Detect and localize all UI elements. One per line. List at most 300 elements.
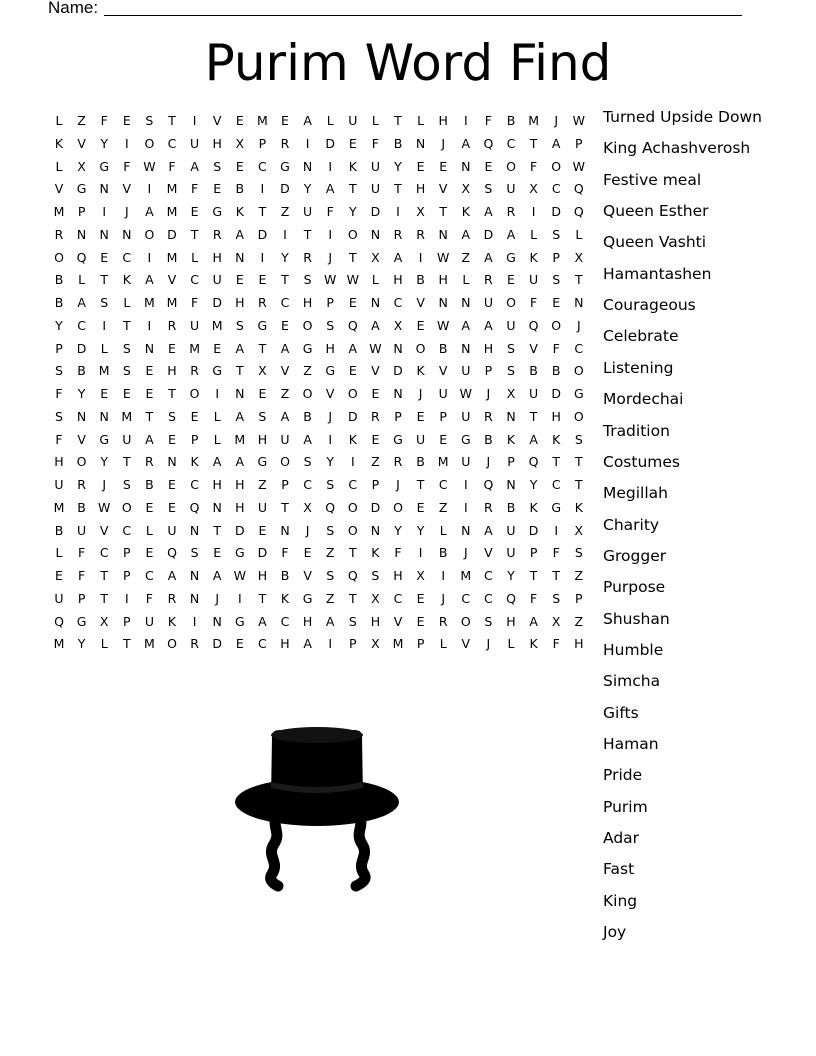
- grid-cell[interactable]: Y: [281, 249, 289, 265]
- grid-cell[interactable]: T: [122, 636, 131, 652]
- grid-cell[interactable]: C: [393, 295, 403, 310]
- grid-cell[interactable]: S: [348, 613, 357, 629]
- grid-cell[interactable]: D: [76, 340, 87, 356]
- grid-cell[interactable]: B: [54, 522, 64, 538]
- grid-cell[interactable]: G: [325, 363, 336, 379]
- grid-cell[interactable]: N: [370, 295, 381, 310]
- grid-cell[interactable]: Y: [100, 135, 108, 151]
- grid-cell[interactable]: I: [554, 522, 559, 538]
- grid-cell[interactable]: I: [102, 204, 107, 219]
- grid-cell[interactable]: O: [144, 135, 155, 151]
- grid-cell[interactable]: P: [190, 431, 199, 447]
- grid-cell[interactable]: N: [99, 226, 109, 242]
- grid-cell[interactable]: K: [371, 545, 380, 561]
- grid-cell[interactable]: G: [460, 431, 471, 447]
- grid-cell[interactable]: K: [54, 135, 64, 151]
- grid-cell[interactable]: I: [147, 317, 152, 333]
- grid-cell[interactable]: E: [100, 249, 109, 265]
- grid-cell[interactable]: K: [190, 454, 199, 470]
- grid-cell[interactable]: E: [348, 363, 357, 379]
- grid-cell[interactable]: K: [416, 363, 425, 379]
- grid-cell[interactable]: G: [257, 317, 268, 333]
- grid-cell[interactable]: X: [574, 249, 584, 265]
- grid-cell[interactable]: M: [211, 317, 223, 333]
- grid-cell[interactable]: I: [192, 613, 197, 629]
- grid-cell[interactable]: B: [77, 499, 86, 515]
- grid-cell[interactable]: A: [506, 226, 516, 242]
- grid-cell[interactable]: I: [260, 249, 265, 265]
- grid-cell[interactable]: F: [55, 431, 63, 447]
- grid-cell[interactable]: T: [281, 499, 289, 515]
- grid-cell[interactable]: J: [486, 386, 491, 401]
- grid-cell[interactable]: J: [576, 317, 581, 333]
- grid-cell[interactable]: M: [143, 636, 155, 652]
- grid-cell[interactable]: E: [145, 386, 154, 401]
- grid-cell[interactable]: F: [394, 545, 402, 561]
- grid-cell[interactable]: E: [190, 204, 199, 219]
- grid-cell[interactable]: N: [144, 340, 155, 356]
- grid-cell[interactable]: T: [348, 249, 357, 265]
- grid-cell[interactable]: S: [552, 272, 561, 288]
- grid-cell[interactable]: Z: [303, 363, 312, 379]
- grid-cell[interactable]: A: [325, 181, 335, 197]
- grid-cell[interactable]: L: [462, 272, 470, 288]
- grid-cell[interactable]: T: [574, 477, 583, 492]
- grid-cell[interactable]: S: [55, 363, 63, 379]
- grid-cell[interactable]: F: [190, 295, 199, 310]
- grid-cell[interactable]: L: [575, 226, 583, 242]
- grid-cell[interactable]: O: [189, 386, 200, 401]
- grid-cell[interactable]: Z: [438, 499, 448, 515]
- grid-cell[interactable]: X: [506, 386, 516, 401]
- grid-cell[interactable]: N: [235, 249, 245, 265]
- grid-cell[interactable]: A: [461, 135, 471, 151]
- grid-cell[interactable]: E: [213, 545, 222, 561]
- grid-cell[interactable]: O: [393, 499, 403, 515]
- grid-cell[interactable]: E: [168, 477, 176, 492]
- grid-cell[interactable]: G: [573, 386, 584, 401]
- grid-cell[interactable]: G: [99, 431, 110, 447]
- grid-cell[interactable]: V: [167, 272, 177, 288]
- grid-cell[interactable]: N: [461, 522, 471, 538]
- grid-cell[interactable]: G: [234, 545, 245, 561]
- grid-cell[interactable]: S: [326, 568, 335, 583]
- grid-cell[interactable]: O: [121, 499, 132, 515]
- grid-cell[interactable]: T: [168, 386, 176, 401]
- grid-cell[interactable]: H: [302, 613, 313, 629]
- grid-cell[interactable]: A: [393, 249, 403, 265]
- grid-cell[interactable]: O: [302, 386, 313, 401]
- grid-cell[interactable]: B: [438, 340, 448, 356]
- grid-cell[interactable]: C: [438, 477, 448, 492]
- grid-cell[interactable]: T: [552, 568, 560, 583]
- grid-cell[interactable]: P: [439, 408, 447, 424]
- grid-cell[interactable]: V: [303, 568, 312, 583]
- grid-cell[interactable]: R: [393, 226, 403, 242]
- grid-cell[interactable]: W: [324, 272, 337, 288]
- grid-cell[interactable]: D: [551, 386, 561, 401]
- grid-cell[interactable]: A: [303, 636, 312, 652]
- grid-cell[interactable]: F: [552, 340, 560, 356]
- grid-cell[interactable]: L: [371, 272, 379, 288]
- grid-cell[interactable]: Q: [54, 613, 64, 629]
- grid-cell[interactable]: U: [370, 181, 380, 197]
- grid-cell[interactable]: Z: [325, 545, 335, 561]
- grid-cell[interactable]: Z: [371, 454, 380, 470]
- grid-cell[interactable]: O: [347, 499, 358, 515]
- grid-cell[interactable]: M: [53, 499, 65, 515]
- grid-cell[interactable]: D: [212, 636, 222, 652]
- grid-cell[interactable]: A: [461, 317, 471, 333]
- grid-cell[interactable]: Z: [574, 613, 584, 629]
- grid-cell[interactable]: R: [506, 204, 516, 219]
- grid-cell[interactable]: Z: [325, 590, 335, 606]
- grid-cell[interactable]: F: [190, 181, 199, 197]
- grid-cell[interactable]: X: [371, 590, 380, 606]
- grid-cell[interactable]: M: [143, 295, 155, 310]
- grid-cell[interactable]: K: [348, 158, 357, 174]
- grid-cell[interactable]: H: [506, 613, 516, 629]
- grid-cell[interactable]: T: [258, 204, 267, 219]
- grid-cell[interactable]: L: [326, 113, 334, 128]
- grid-cell[interactable]: V: [280, 363, 290, 379]
- grid-cell[interactable]: S: [100, 295, 109, 310]
- grid-cell[interactable]: A: [235, 226, 245, 242]
- grid-cell[interactable]: M: [166, 204, 178, 219]
- grid-cell[interactable]: B: [77, 363, 86, 379]
- grid-cell[interactable]: E: [348, 295, 357, 310]
- grid-cell[interactable]: D: [167, 226, 177, 242]
- grid-cell[interactable]: Q: [189, 499, 200, 515]
- grid-cell[interactable]: R: [484, 499, 493, 515]
- grid-cell[interactable]: W: [437, 249, 450, 265]
- name-blank-line[interactable]: [104, 15, 742, 16]
- grid-cell[interactable]: E: [416, 590, 425, 606]
- grid-cell[interactable]: T: [281, 272, 289, 288]
- grid-cell[interactable]: C: [574, 340, 584, 356]
- grid-cell[interactable]: N: [76, 408, 87, 424]
- grid-cell[interactable]: F: [168, 158, 176, 174]
- grid-cell[interactable]: R: [190, 636, 199, 652]
- grid-cell[interactable]: V: [77, 431, 86, 447]
- grid-cell[interactable]: N: [393, 340, 403, 356]
- grid-cell[interactable]: J: [328, 408, 333, 424]
- grid-cell[interactable]: K: [574, 499, 583, 515]
- grid-cell[interactable]: V: [484, 545, 493, 561]
- grid-cell[interactable]: H: [54, 454, 64, 470]
- grid-cell[interactable]: M: [166, 181, 178, 197]
- grid-cell[interactable]: Q: [528, 454, 539, 470]
- grid-cell[interactable]: A: [77, 295, 86, 310]
- grid-cell[interactable]: J: [328, 249, 333, 265]
- grid-cell[interactable]: Q: [506, 590, 516, 606]
- grid-cell[interactable]: X: [303, 499, 312, 515]
- grid-cell[interactable]: F: [371, 135, 379, 151]
- grid-cell[interactable]: H: [438, 113, 448, 128]
- grid-cell[interactable]: R: [438, 613, 448, 629]
- grid-cell[interactable]: E: [213, 181, 222, 197]
- grid-cell[interactable]: S: [484, 181, 493, 197]
- grid-cell[interactable]: L: [371, 113, 379, 128]
- grid-cell[interactable]: U: [54, 590, 64, 606]
- grid-cell[interactable]: P: [529, 545, 538, 561]
- grid-cell[interactable]: W: [233, 568, 246, 583]
- grid-cell[interactable]: S: [145, 113, 154, 128]
- grid-cell[interactable]: U: [144, 613, 154, 629]
- grid-cell[interactable]: C: [280, 295, 290, 310]
- grid-cell[interactable]: E: [258, 272, 267, 288]
- grid-cell[interactable]: N: [212, 499, 222, 515]
- grid-cell[interactable]: D: [347, 408, 358, 424]
- grid-cell[interactable]: C: [77, 317, 86, 333]
- grid-cell[interactable]: T: [100, 272, 108, 288]
- grid-cell[interactable]: E: [122, 386, 131, 401]
- grid-cell[interactable]: J: [215, 590, 220, 606]
- grid-cell[interactable]: V: [122, 181, 132, 197]
- grid-cell[interactable]: R: [416, 226, 425, 242]
- grid-cell[interactable]: F: [77, 568, 86, 583]
- grid-cell[interactable]: O: [551, 158, 562, 174]
- grid-cell[interactable]: A: [348, 340, 358, 356]
- grid-cell[interactable]: J: [102, 477, 107, 492]
- grid-cell[interactable]: L: [100, 340, 108, 356]
- grid-cell[interactable]: K: [167, 613, 177, 629]
- grid-cell[interactable]: N: [506, 408, 516, 424]
- grid-cell[interactable]: M: [437, 454, 449, 470]
- grid-cell[interactable]: A: [235, 408, 245, 424]
- grid-cell[interactable]: B: [506, 113, 516, 128]
- grid-cell[interactable]: K: [529, 636, 538, 652]
- grid-cell[interactable]: Y: [77, 636, 86, 652]
- grid-cell[interactable]: Q: [76, 249, 87, 265]
- grid-cell[interactable]: K: [348, 431, 357, 447]
- grid-cell[interactable]: C: [258, 636, 267, 652]
- grid-cell[interactable]: F: [552, 545, 560, 561]
- grid-cell[interactable]: Z: [258, 477, 267, 492]
- grid-cell[interactable]: L: [439, 636, 447, 652]
- grid-cell[interactable]: V: [416, 295, 425, 310]
- grid-cell[interactable]: A: [280, 408, 290, 424]
- grid-cell[interactable]: U: [529, 272, 539, 288]
- grid-cell[interactable]: I: [463, 499, 468, 515]
- grid-cell[interactable]: D: [551, 204, 561, 219]
- grid-cell[interactable]: B: [54, 295, 64, 310]
- grid-cell[interactable]: E: [122, 113, 131, 128]
- grid-cell[interactable]: N: [415, 135, 426, 151]
- grid-cell[interactable]: Y: [394, 158, 402, 174]
- grid-cell[interactable]: C: [99, 545, 109, 561]
- grid-cell[interactable]: H: [212, 249, 222, 265]
- grid-cell[interactable]: N: [461, 158, 471, 174]
- grid-cell[interactable]: D: [370, 204, 381, 219]
- grid-cell[interactable]: Y: [394, 522, 402, 538]
- grid-cell[interactable]: I: [124, 135, 129, 151]
- grid-cell[interactable]: E: [235, 636, 244, 652]
- grid-cell[interactable]: V: [99, 522, 109, 538]
- grid-cell[interactable]: I: [531, 204, 536, 219]
- grid-cell[interactable]: T: [574, 454, 583, 470]
- grid-cell[interactable]: T: [235, 363, 244, 379]
- grid-cell[interactable]: O: [347, 226, 358, 242]
- grid-cell[interactable]: N: [122, 226, 132, 242]
- grid-cell[interactable]: L: [55, 113, 63, 128]
- grid-cell[interactable]: J: [441, 135, 446, 151]
- grid-cell[interactable]: A: [371, 317, 380, 333]
- grid-cell[interactable]: R: [77, 477, 86, 492]
- grid-cell[interactable]: L: [55, 158, 63, 174]
- grid-cell[interactable]: K: [506, 431, 516, 447]
- grid-cell[interactable]: N: [370, 226, 381, 242]
- grid-cell[interactable]: N: [189, 590, 200, 606]
- grid-cell[interactable]: Q: [573, 204, 584, 219]
- grid-cell[interactable]: S: [190, 545, 199, 561]
- grid-cell[interactable]: D: [483, 226, 494, 242]
- grid-cell[interactable]: E: [55, 568, 63, 583]
- grid-cell[interactable]: O: [573, 363, 584, 379]
- grid-cell[interactable]: G: [393, 431, 403, 447]
- grid-cell[interactable]: A: [258, 613, 267, 629]
- grid-cell[interactable]: G: [257, 454, 268, 470]
- grid-cell[interactable]: S: [303, 272, 312, 288]
- grid-cell[interactable]: E: [281, 317, 289, 333]
- grid-cell[interactable]: N: [370, 522, 381, 538]
- grid-cell[interactable]: S: [552, 226, 561, 242]
- grid-cell[interactable]: H: [212, 135, 222, 151]
- grid-cell[interactable]: V: [212, 113, 222, 128]
- grid-cell[interactable]: I: [328, 636, 333, 652]
- grid-cell[interactable]: I: [215, 386, 220, 401]
- grid-cell[interactable]: B: [416, 272, 425, 288]
- grid-cell[interactable]: M: [98, 363, 110, 379]
- grid-cell[interactable]: C: [122, 249, 132, 265]
- grid-cell[interactable]: E: [281, 113, 289, 128]
- grid-cell[interactable]: T: [168, 113, 176, 128]
- grid-cell[interactable]: I: [328, 431, 333, 447]
- grid-cell[interactable]: A: [484, 204, 493, 219]
- grid-cell[interactable]: A: [484, 522, 493, 538]
- grid-cell[interactable]: J: [441, 590, 446, 606]
- grid-cell[interactable]: W: [98, 499, 111, 515]
- grid-cell[interactable]: X: [77, 158, 86, 174]
- grid-cell[interactable]: E: [507, 272, 515, 288]
- grid-cell[interactable]: C: [506, 135, 516, 151]
- grid-cell[interactable]: E: [371, 431, 380, 447]
- grid-cell[interactable]: I: [418, 249, 423, 265]
- grid-cell[interactable]: S: [574, 545, 583, 561]
- grid-cell[interactable]: E: [484, 158, 493, 174]
- grid-cell[interactable]: U: [438, 386, 448, 401]
- grid-cell[interactable]: X: [393, 317, 403, 333]
- grid-cell[interactable]: C: [393, 590, 403, 606]
- grid-cell[interactable]: S: [258, 408, 267, 424]
- grid-cell[interactable]: S: [122, 477, 131, 492]
- grid-cell[interactable]: N: [189, 568, 200, 583]
- grid-cell[interactable]: N: [302, 158, 313, 174]
- grid-cell[interactable]: T: [190, 226, 199, 242]
- grid-cell[interactable]: C: [258, 158, 267, 174]
- grid-cell[interactable]: S: [213, 158, 222, 174]
- grid-cell[interactable]: A: [461, 226, 471, 242]
- grid-cell[interactable]: G: [234, 613, 245, 629]
- grid-cell[interactable]: A: [484, 249, 493, 265]
- grid-cell[interactable]: R: [167, 590, 177, 606]
- grid-cell[interactable]: H: [235, 295, 245, 310]
- grid-cell[interactable]: Y: [529, 477, 538, 492]
- grid-cell[interactable]: R: [303, 249, 312, 265]
- grid-cell[interactable]: O: [347, 522, 358, 538]
- grid-cell[interactable]: G: [280, 158, 290, 174]
- grid-cell[interactable]: P: [507, 454, 515, 470]
- grid-cell[interactable]: P: [371, 477, 380, 492]
- grid-cell[interactable]: X: [416, 568, 425, 583]
- grid-cell[interactable]: O: [144, 226, 155, 242]
- grid-cell[interactable]: R: [54, 226, 64, 242]
- grid-cell[interactable]: I: [418, 545, 423, 561]
- grid-cell[interactable]: G: [76, 181, 87, 197]
- grid-cell[interactable]: C: [122, 522, 132, 538]
- grid-cell[interactable]: Z: [280, 204, 290, 219]
- grid-cell[interactable]: E: [258, 522, 267, 538]
- grid-cell[interactable]: J: [396, 477, 400, 492]
- grid-cell[interactable]: T: [145, 408, 154, 424]
- grid-cell[interactable]: A: [167, 568, 177, 583]
- grid-cell[interactable]: X: [99, 613, 109, 629]
- grid-cell[interactable]: P: [281, 477, 289, 492]
- grid-cell[interactable]: S: [326, 317, 335, 333]
- grid-cell[interactable]: N: [99, 181, 109, 197]
- grid-cell[interactable]: N: [189, 522, 200, 538]
- grid-cell[interactable]: I: [463, 113, 468, 128]
- grid-cell[interactable]: A: [280, 340, 290, 356]
- grid-cell[interactable]: V: [438, 363, 448, 379]
- grid-cell[interactable]: G: [212, 363, 223, 379]
- grid-cell[interactable]: C: [167, 135, 177, 151]
- grid-cell[interactable]: Q: [483, 477, 494, 492]
- grid-cell[interactable]: V: [54, 181, 64, 197]
- grid-cell[interactable]: T: [122, 454, 131, 470]
- grid-cell[interactable]: B: [529, 363, 538, 379]
- grid-cell[interactable]: B: [484, 431, 493, 447]
- grid-cell[interactable]: W: [437, 317, 450, 333]
- grid-cell[interactable]: W: [369, 340, 382, 356]
- grid-cell[interactable]: L: [507, 636, 515, 652]
- grid-cell[interactable]: L: [530, 226, 538, 242]
- grid-cell[interactable]: W: [572, 113, 585, 128]
- grid-cell[interactable]: J: [486, 636, 491, 652]
- grid-cell[interactable]: K: [235, 204, 244, 219]
- grid-cell[interactable]: C: [190, 272, 199, 288]
- grid-cell[interactable]: C: [484, 590, 493, 606]
- grid-cell[interactable]: F: [484, 113, 492, 128]
- grid-cell[interactable]: H: [551, 408, 561, 424]
- grid-cell[interactable]: T: [122, 317, 131, 333]
- grid-cell[interactable]: Z: [77, 113, 86, 128]
- grid-cell[interactable]: N: [167, 454, 177, 470]
- grid-cell[interactable]: W: [346, 272, 359, 288]
- grid-cell[interactable]: E: [348, 135, 357, 151]
- grid-cell[interactable]: I: [237, 590, 242, 606]
- grid-cell[interactable]: N: [99, 408, 109, 424]
- grid-cell[interactable]: V: [393, 613, 403, 629]
- grid-cell[interactable]: F: [529, 158, 538, 174]
- grid-cell[interactable]: X: [529, 181, 538, 197]
- grid-cell[interactable]: I: [260, 181, 265, 197]
- grid-cell[interactable]: U: [370, 158, 380, 174]
- grid-cell[interactable]: T: [439, 204, 447, 219]
- grid-cell[interactable]: F: [529, 295, 538, 310]
- grid-cell[interactable]: C: [484, 568, 493, 583]
- grid-cell[interactable]: H: [212, 477, 222, 492]
